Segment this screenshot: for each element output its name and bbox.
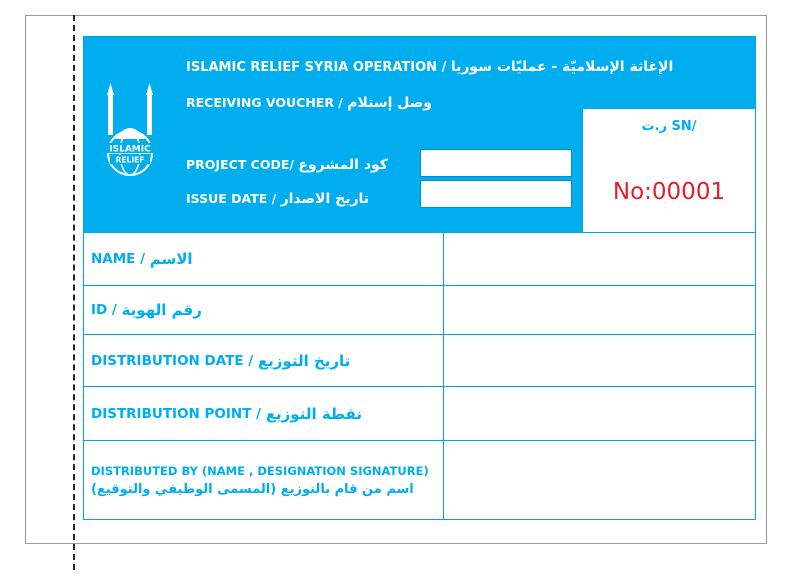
distribution-date-field[interactable] bbox=[444, 335, 755, 386]
serial-number-box bbox=[582, 109, 755, 233]
name-row bbox=[84, 233, 755, 285]
serial-number-label bbox=[583, 119, 755, 134]
distribution-point-label bbox=[84, 387, 444, 440]
distribution-point-field[interactable] bbox=[444, 387, 755, 440]
organization-title-ar: الإغاثة الإسلاميّة - عمليّات سوريا bbox=[450, 59, 674, 75]
distribution-point-label-ar: نقطة التوزيع bbox=[265, 404, 362, 423]
serial-number-label-ar: ر.ت bbox=[641, 119, 667, 134]
distribution-date-label bbox=[84, 335, 444, 386]
id-field[interactable] bbox=[444, 286, 755, 334]
name-label-en: NAME / bbox=[91, 251, 146, 267]
id-row bbox=[84, 285, 755, 334]
project-code-label-ar: كود المشروع bbox=[298, 157, 388, 173]
id-label-en: ID / bbox=[91, 302, 117, 318]
name-field[interactable] bbox=[444, 233, 755, 285]
serial-number-label-en: SN/ bbox=[671, 119, 697, 134]
distributed-by-field[interactable] bbox=[444, 441, 755, 519]
id-label-ar: رقم الهوية bbox=[121, 301, 202, 319]
distributed-by-label bbox=[84, 441, 444, 519]
voucher-title-en: RECEIVING VOUCHER / bbox=[186, 95, 343, 110]
logo-line1: ISLAMIC bbox=[109, 144, 151, 155]
distribution-date-row bbox=[84, 334, 755, 386]
serial-number: No:00001 bbox=[612, 179, 726, 205]
project-code-label-en: PROJECT CODE/ bbox=[186, 157, 294, 172]
distributed-by-row bbox=[84, 440, 755, 519]
voucher-fields bbox=[84, 233, 755, 519]
project-code-field[interactable] bbox=[420, 149, 572, 177]
distributed-by-label-en: DISTRIBUTED BY (NAME , DESIGNATION SIGNATURE) bbox=[91, 463, 429, 478]
issue-date-label-ar: تاريخ الاصدار bbox=[280, 191, 370, 207]
distributed-by-label-ar: اسم من قام بالتوزيع (المسمى الوظيفي والتوقيع) bbox=[91, 481, 414, 497]
tear-off-line bbox=[73, 15, 75, 570]
distribution-point-label-en: DISTRIBUTION POINT / bbox=[91, 405, 262, 422]
distribution-date-label-ar: تاريخ التوزيع bbox=[257, 351, 351, 370]
islamic-relief-logo-icon bbox=[102, 81, 158, 181]
voucher-header bbox=[84, 37, 755, 233]
project-code-label bbox=[186, 157, 388, 173]
distribution-date-label-en: DISTRIBUTION DATE / bbox=[91, 352, 254, 369]
logo-line2: RELIEF bbox=[115, 155, 145, 165]
receiving-voucher bbox=[83, 36, 756, 520]
organization-title bbox=[186, 59, 673, 75]
name-label bbox=[84, 233, 444, 285]
issue-date-field[interactable] bbox=[420, 180, 572, 208]
name-label-ar: الاسم bbox=[149, 250, 193, 268]
id-label bbox=[84, 286, 444, 334]
issue-date-label-en: ISSUE DATE / bbox=[186, 191, 277, 206]
organization-title-en: ISLAMIC RELIEF SYRIA OPERATION / bbox=[186, 60, 447, 75]
issue-date-label bbox=[186, 191, 369, 207]
voucher-title-ar: وصل إستلام bbox=[347, 95, 433, 111]
distribution-point-row bbox=[84, 386, 755, 440]
voucher-title bbox=[186, 95, 432, 111]
